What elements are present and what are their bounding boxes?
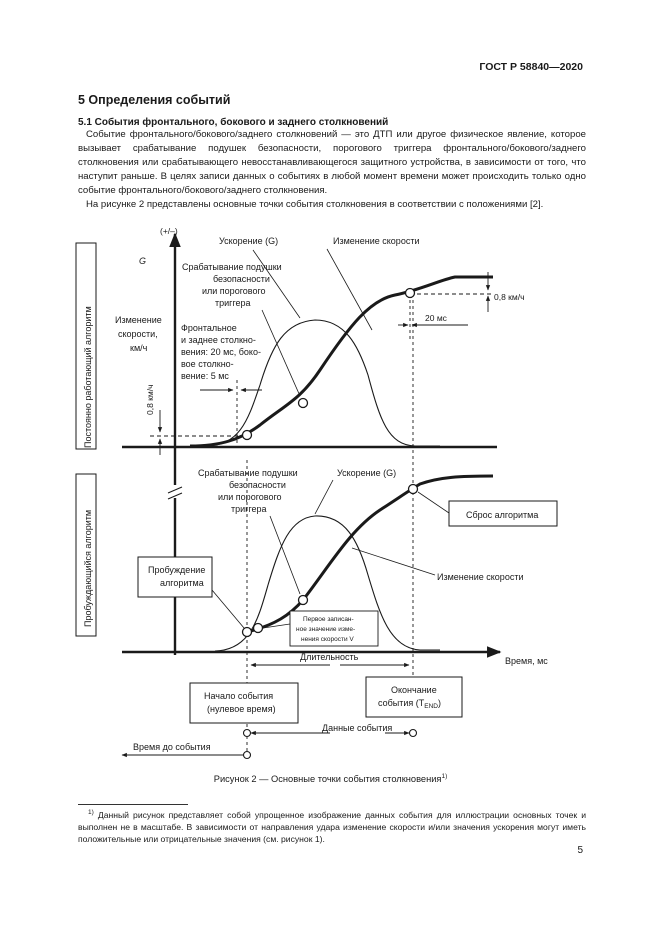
front-label-5: вение: 5 мс	[181, 371, 229, 381]
top-speed-change-label: Изменение скорости	[333, 236, 420, 246]
section-title: 5 Определения событий	[78, 93, 231, 107]
bottom-accel-label: Ускорение (G)	[337, 468, 397, 478]
upper-delta-label: 0,8 км/ч	[494, 292, 525, 302]
bottom-airbag-label-3: или порогового	[218, 492, 282, 502]
top-airbag-marker	[299, 399, 308, 408]
top-accel-label: Ускорение (G)	[219, 236, 279, 246]
speed-axis-label-1: Изменение	[115, 315, 162, 325]
top-airbag-label-1: Срабатывание подушки	[182, 262, 282, 272]
start-label-2: (нулевое время)	[207, 704, 276, 714]
data-start-marker	[244, 730, 251, 737]
top-airbag-leader	[262, 310, 300, 396]
first-record-label-1: Первое записан-	[303, 616, 354, 623]
paragraph-definition-text: Событие фронтального/бокового/заднего столкновений — это ДТП или другое физическое явление, которое вызывает срабатывание подушек безопасности, порогового триггера фронтального/бокового/заднего столкновения или срабатывающего невосстанавливающегося защитного устройства, в зависимости от того, что наступит раньше. В целях записи данных о событиях в любой момент времени может происходить только одно событие фронтального/бокового/заднего столкновения.	[78, 129, 586, 196]
end-label-sub: END	[424, 703, 438, 710]
bottom-airbag-label-2: безопасности	[229, 480, 286, 490]
end-label-3: )	[437, 698, 441, 708]
wake-label-2: алгоритма	[160, 578, 204, 588]
footnote-text: Данный рисунок представляет собой упрощенное изображение данных события для иллюстрации основных точек и выполнен не в масштабе. В зависимости от направления удара изменение скорости и/или значения ускорения могут иметь положительные или отрицательные значения (см. рисунок 1).	[78, 809, 586, 844]
footnote	[78, 807, 586, 845]
top-side-label: Постоянно работающий алгоритм	[83, 306, 93, 448]
time-axis-label: Время, мс	[505, 656, 548, 666]
first-record-label-2: ное значение изме-	[296, 626, 356, 633]
end-box	[366, 677, 462, 717]
top-airbag-label-3: или порогового	[202, 286, 266, 296]
data-label: Данные события	[322, 723, 393, 733]
bottom-accel-leader	[315, 480, 333, 514]
g-axis-label: G	[139, 256, 147, 266]
reset-marker	[409, 485, 418, 494]
footnote-mark: 1)	[88, 809, 94, 816]
page-number: 5	[577, 845, 583, 856]
axis-break-mark-1	[168, 487, 182, 493]
front-label-2: и заднее столкно-	[181, 335, 256, 345]
reset-label: Сброс алгоритма	[466, 510, 539, 520]
pre-event-label: Время до события	[133, 742, 211, 752]
top-trigger-marker	[243, 431, 252, 440]
wake-label-1: Пробуждение	[148, 565, 206, 575]
standard-number: ГОСТ Р 58840—2020	[479, 61, 583, 73]
bottom-airbag-label-1: Срабатывание подушки	[198, 468, 298, 478]
reset-leader	[418, 492, 449, 513]
data-end-marker	[410, 730, 417, 737]
paragraph-figure-ref-text: На рисунке 2 представлены основные точки события столкновения в соответствии с положениями [2].	[86, 199, 544, 210]
bottom-airbag-leader	[270, 516, 300, 594]
top-airbag-label-2: безопасности	[213, 274, 270, 284]
end-label-2-main: события (T	[378, 698, 425, 708]
duration-label: Длительность	[300, 652, 359, 662]
front-label-4: вое столкно-	[181, 359, 234, 369]
first-record-label-3: нения скорости V	[301, 636, 354, 643]
start-box	[190, 683, 298, 723]
lower-delta-label: 0,8 км/ч	[145, 384, 155, 415]
top-speed-leader	[327, 249, 372, 330]
speed-axis-label-2: скорости,	[118, 329, 158, 339]
top-airbag-label-4: триггера	[215, 298, 251, 308]
front-label-3: вения: 20 мс, боко-	[181, 347, 261, 357]
end-label-1: Окончание	[391, 685, 437, 695]
bottom-speed-change-label: Изменение скорости	[437, 572, 524, 582]
wake-leader	[212, 590, 244, 628]
wake-box	[138, 557, 212, 597]
pre-event-marker	[244, 752, 251, 759]
figure-caption-note: 1)	[441, 773, 448, 780]
bottom-airbag-marker	[299, 596, 308, 605]
figure-caption	[0, 773, 661, 784]
first-record-marker	[254, 624, 263, 633]
subsection-title: 5.1 События фронтального, бокового и заднего столкновений	[78, 117, 389, 128]
y-axis-sign: (+/–)	[160, 226, 178, 236]
figure-caption-text: Рисунок 2 — Основные точки события столкновения	[213, 774, 442, 785]
speed-axis-label-3: км/ч	[130, 343, 148, 353]
bottom-airbag-label-4: триггера	[231, 504, 267, 514]
ms-label: 20 мс	[425, 313, 447, 323]
footnote-rule	[78, 804, 188, 805]
start-label-1: Начало события	[204, 691, 274, 701]
top-accel-leader	[253, 250, 300, 318]
bottom-speed-leader	[352, 548, 435, 575]
top-end-marker	[406, 289, 415, 298]
bottom-side-label: Пробуждающийся алгоритм	[83, 509, 93, 627]
front-label-1: Фронтальное	[181, 323, 237, 333]
wake-marker	[243, 628, 252, 637]
